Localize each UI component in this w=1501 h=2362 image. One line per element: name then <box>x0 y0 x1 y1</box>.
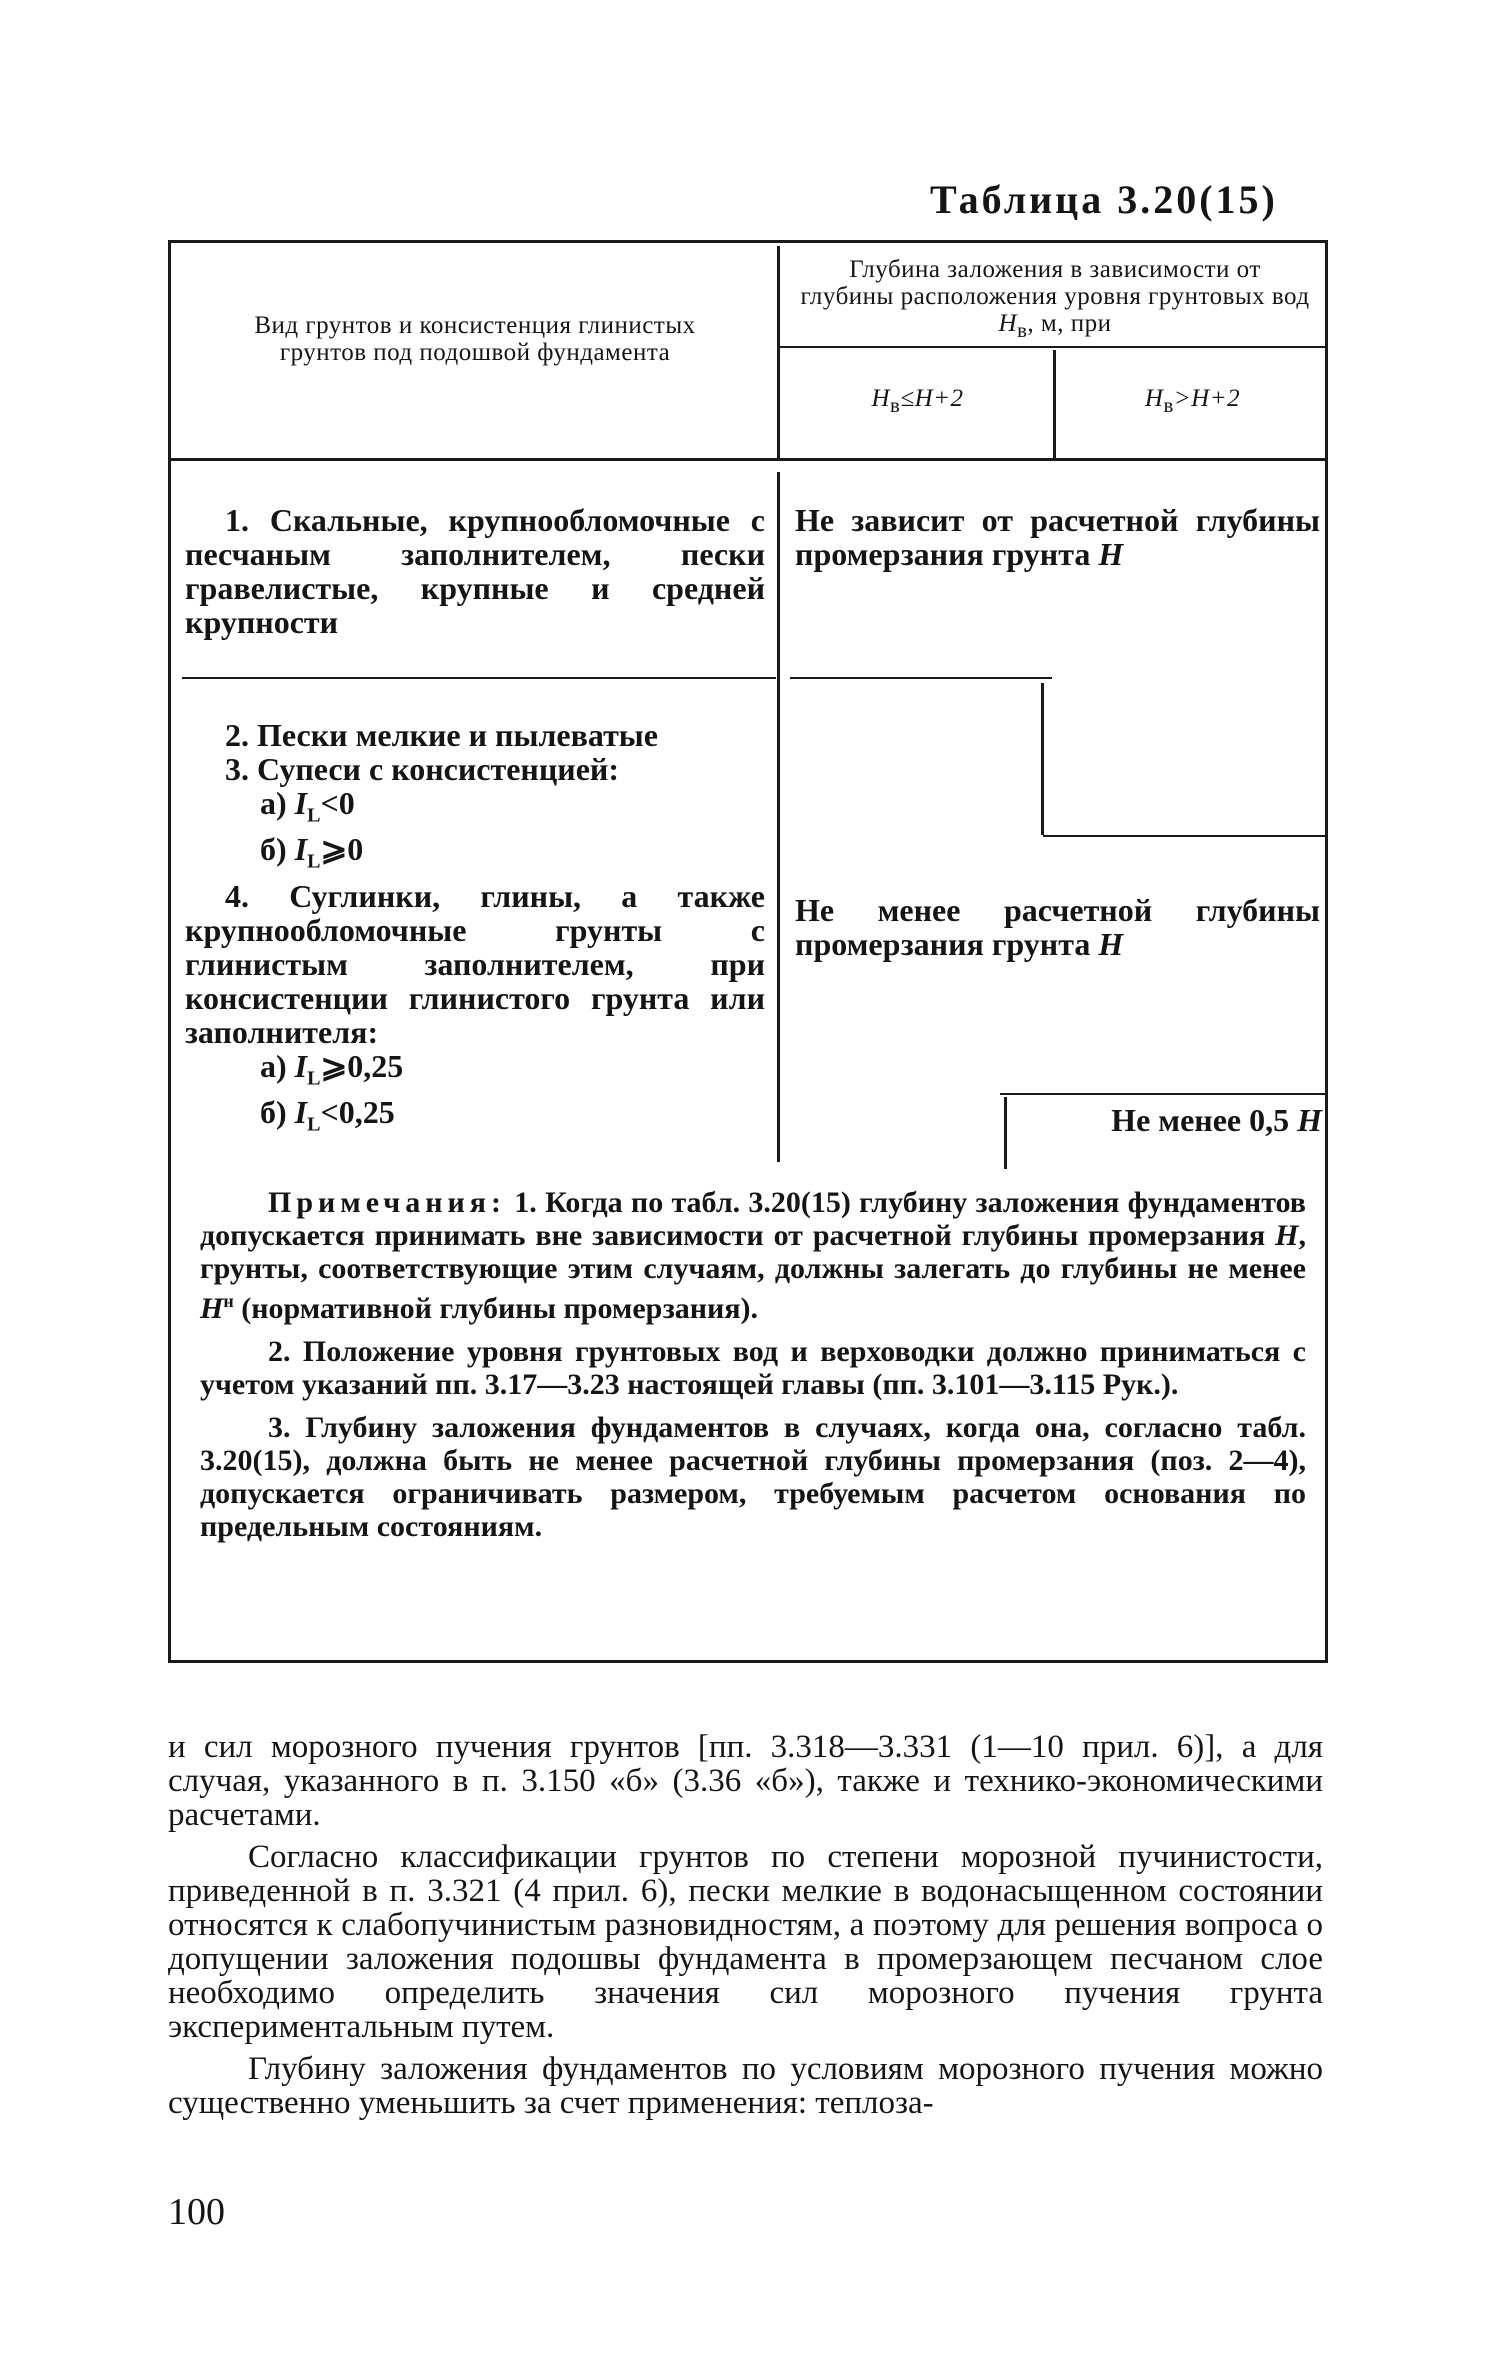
row2-item-4a: а) $I_L⩾0,25$ <box>260 1047 404 1090</box>
header-soil-column: Вид грунтов и консистенция глинистых грунтов под подошвой фундамента <box>254 312 696 366</box>
table-bottom-rule <box>168 1660 1328 1663</box>
row2-item-4: 4. Суглинки, глины, а также крупнообломочные грунты с глинистым заполнителем, при консистенции глинистого грунта или заполнителя: <box>185 877 765 1050</box>
page-number: 100 <box>168 2191 225 2233</box>
header-subcolumn-divider <box>1053 350 1056 458</box>
row2-soil-cell <box>185 718 765 1142</box>
header-subcol-2: $H_в>H+2$ <box>1144 385 1241 417</box>
header-depth-group: Глубина заложения в зависимости от глубины расположения уровня грунтовых вод $H_в$, м, при <box>800 256 1310 342</box>
row2-item-3a: а) $I_L<0$ <box>260 785 355 827</box>
note-2: 2. Положение уровня грунтовых вод и верховодки должно приниматься с учетом указаний пп. 3.17—3.23 настоящей главы (пп. 3.101—3.115 Рук.). <box>200 1335 1306 1401</box>
paragraph-2: Согласно классификации грунтов по степени морозной пучинистости, приведенной в п. 3.321 (4 прил. 6), пески мелкие в водонасыщенном состоянии относятся к слабопучинистым разновидностям, а поэтому для решения вопроса о допущении заложения подошвы фундамента в промерзающем песчаном слое необходимо определить значения сил морозного пучения грунта экспериментальным путем. <box>168 1839 1323 2045</box>
row2-step-vertical <box>1041 683 1044 835</box>
row1-depth-cell: Не зависит от расчетной глубины промерзания грунта H <box>795 502 1320 572</box>
header-column-divider <box>777 246 780 458</box>
header-subgroup-rule <box>780 346 1325 348</box>
row2-last-depth-cell: Не менее 0,5 H <box>1111 1102 1322 1138</box>
header-bottom-rule <box>171 458 1325 461</box>
row2-item-2: 2. Пески мелкие и пылеватые <box>225 717 658 753</box>
paragraph-3: Глубину заложения фундаментов по условиям морозного пучения можно существенно уменьшить за счет применения: теплоза- <box>168 2051 1323 2121</box>
row2-step-horizontal <box>1043 835 1325 837</box>
table-title: Таблица 3.20(15) <box>930 177 1278 222</box>
body-text <box>168 1730 1323 2128</box>
table-top-rule <box>168 240 1328 243</box>
row1-soil-cell: 1. Скальные, крупнообломочные с песчаным заполнителем, пески гравелистые, крупные и средней крупности <box>185 502 765 640</box>
note-1: Примечания: 1. Когда по табл. 3.20(15) глубину заложения фундаментов допускается принимать вне зависимости от расчетной глубины промерзания H, грунты, соответствующие этим случаям, должны залегать до глубины не менее $H^н$ (нормативной глубины промерзания). <box>200 1186 1306 1325</box>
table-right-border <box>1325 242 1328 1662</box>
paragraph-1: и сил морозного пучения грунтов [пп. 3.318—3.331 (1—10 прил. 6)], а для случая, указанного в п. 3.150 «б» (3.36 «б»), также и технико-экономическими расчетами. <box>168 1729 1323 1833</box>
last-cell-rule <box>1000 1093 1325 1095</box>
row2-item-4b: б) $I_L<0,25$ <box>260 1094 395 1136</box>
row2-item-3b: б) $I_L⩾0$ <box>260 831 364 873</box>
last-cell-divider <box>1004 1097 1007 1169</box>
header-subcol-1: $H_в\le H+2$ <box>871 385 964 417</box>
body-column-divider <box>777 472 780 1162</box>
note-3: 3. Глубину заложения фундаментов в случаях, когда она, согласно табл. 3.20(15), должна быть не менее расчетной глубины промерзания (поз. 2—4), допускается ограничивать размером, требуемым расчетом основания по предельным состояниям. <box>200 1411 1306 1543</box>
table-left-border <box>168 242 171 1662</box>
row1-right-rule <box>790 677 1052 679</box>
row1-left-rule <box>182 677 776 679</box>
row2-depth-cell: Не менее расчетной глубины промерзания грунта H <box>795 892 1320 962</box>
row2-item-3: 3. Супеси с консистенцией: <box>225 751 620 787</box>
table-notes <box>200 1186 1306 1553</box>
